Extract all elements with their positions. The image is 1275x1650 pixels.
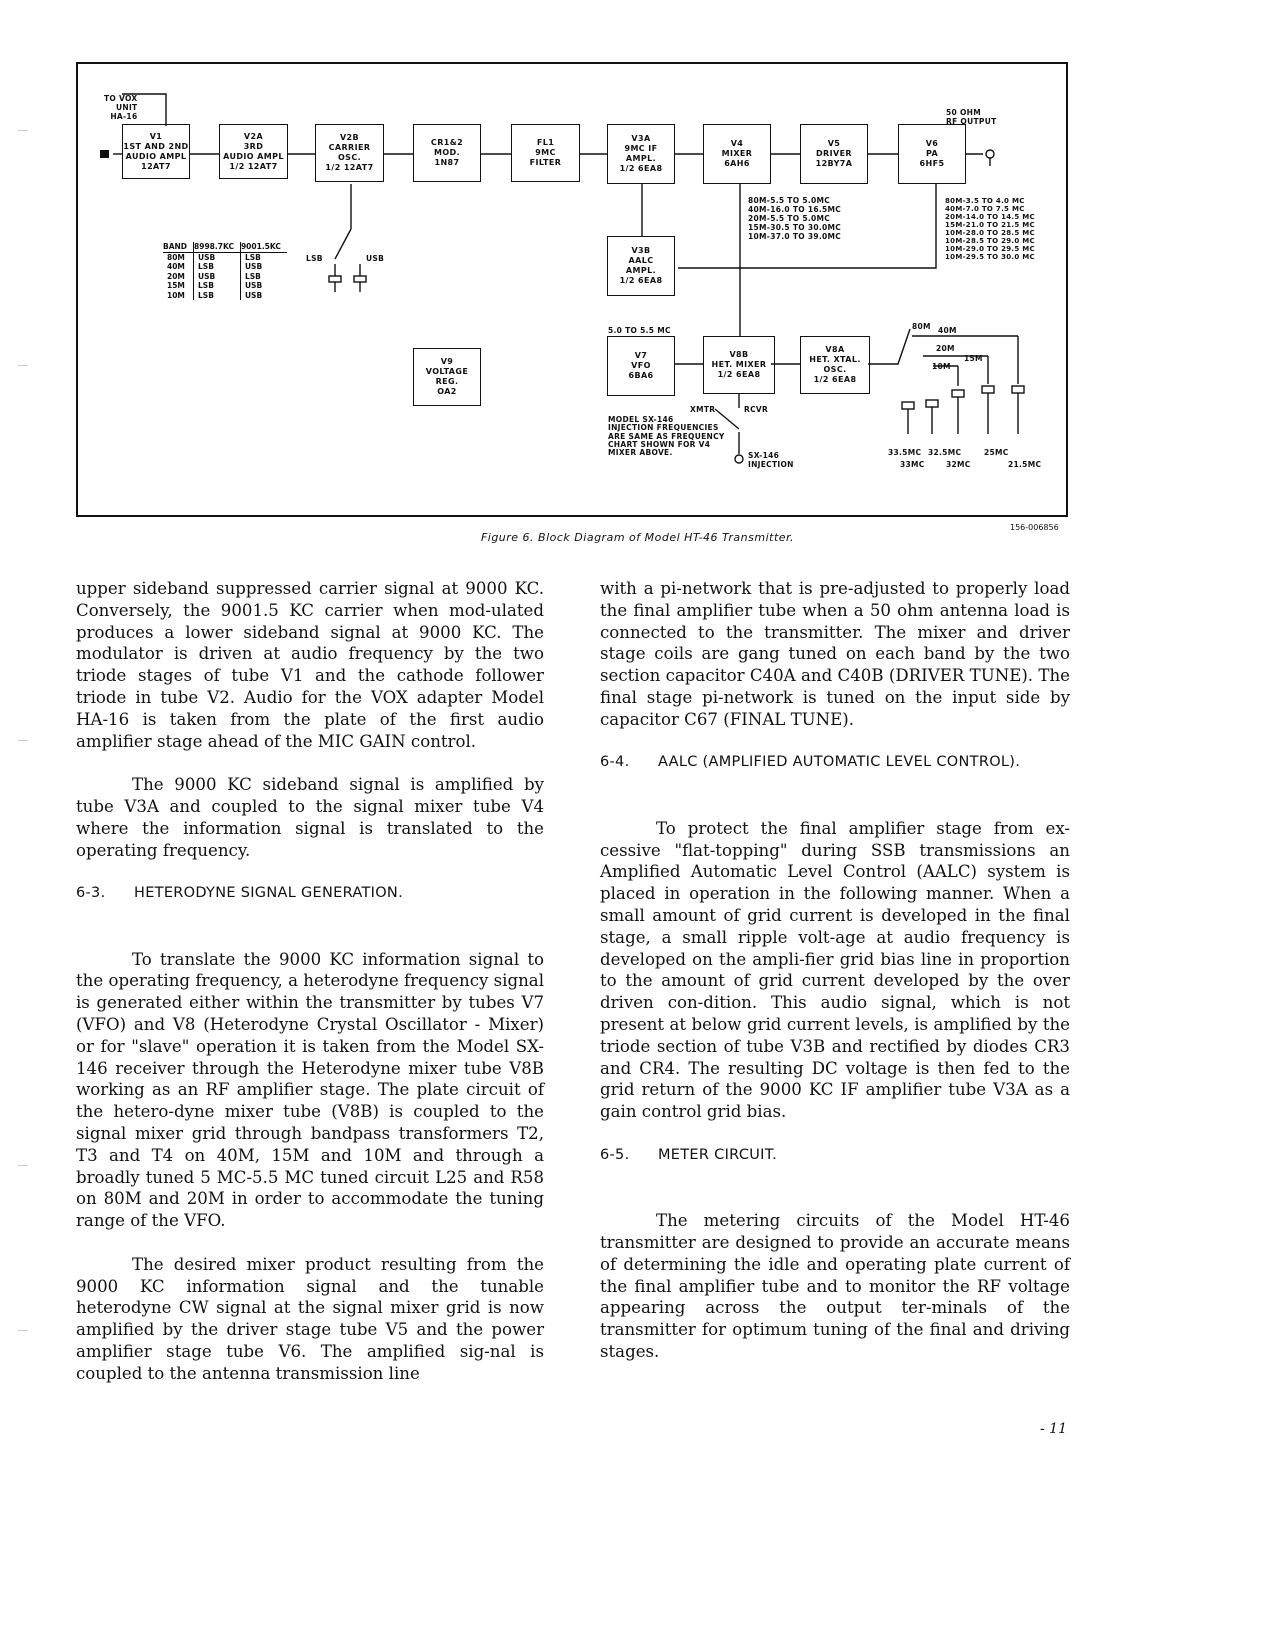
lsb-label: LSB <box>306 254 323 263</box>
section-title: METER CIRCUIT. <box>658 1146 778 1163</box>
block-line: AMPL. <box>625 266 657 275</box>
rf-output-line: RF OUTPUT <box>946 117 997 126</box>
table-cell: USB <box>240 291 286 300</box>
table-row <box>163 253 287 263</box>
section-title: AALC (AMPLIFIED AUTOMATIC LEVEL CONTROL). <box>658 754 1021 771</box>
body-paragraph: To protect the final amplifier stage from ex-cessive "flat-topping" during SSB transmissions an Amplified Automatic Level Control (AALC) system is placed in operation in the following manner. When a small amount of grid current is developed in the final stage, a small ripple volt-age at audio frequency is developed on the ampli-fier grid bias line in proportion to the amount of grid current developed by the over driven con-dition. This audio signal, which is not present at below grid current levels, is amplified by the triode section of tube V3B and rectified by diodes CR3 and CR4. The resulting DC voltage is then fed to the grid return of the 9000 KC IF amplifier tube V3A as a gain control grid bias. <box>600 818 1070 1122</box>
scan-mark <box>18 1165 28 1166</box>
note-line: INJECTION FREQUENCIES <box>608 423 719 433</box>
block-line: V7 <box>634 351 648 360</box>
table-cell: 80M <box>167 253 185 262</box>
vox-label-line: TO VOX <box>104 94 138 103</box>
block-line: AALC <box>628 256 654 265</box>
note-line: MIXER ABOVE. <box>608 448 673 457</box>
output-freq: 10M-29.5 TO 30.0 MC <box>945 253 1035 262</box>
block-modulator <box>413 124 481 182</box>
crystal-freq: 33MC <box>900 460 925 469</box>
output-frequency-chart <box>945 197 1035 261</box>
block-line: FL1 <box>536 138 555 147</box>
sx146-injection-label <box>748 451 794 469</box>
block-line: V2B <box>339 133 360 142</box>
body-paragraph: The desired mixer product resulting from the 9000 KC information signal and the tunable heterodyne CW signal at the signal mixer grid is now amplified by the driver stage tube V5 and the power amplifier stage tube V6. The amplified sig-nal is coupled to the antenna transmission line <box>76 1254 544 1383</box>
table-cell: LSB <box>194 281 241 290</box>
band-switch-80m: 80M <box>912 322 931 331</box>
table-cell: USB <box>194 253 241 263</box>
block-line: V5 <box>827 139 841 148</box>
injection-line: SX-146 <box>748 451 780 460</box>
crystal-freq: 33.5MC <box>888 448 922 457</box>
block-line: AUDIO AMPL <box>125 151 187 161</box>
table-cell: 40M <box>167 262 185 272</box>
part-number: 156-006856 <box>1010 523 1059 532</box>
block-line: 1/2 6EA8 <box>717 370 761 379</box>
output-freq: 20M-14.0 TO 14.5 MC <box>945 213 1035 222</box>
vox-label-line: UNIT <box>115 103 138 112</box>
output-freq: 10M-28.0 TO 28.5 MC <box>945 229 1035 238</box>
section-title: HETERODYNE SIGNAL GENERATION. <box>134 885 403 902</box>
block-line: 1/2 12AT7 <box>325 163 374 172</box>
table-header: BAND <box>163 242 194 253</box>
block-line: V4 <box>730 139 744 148</box>
band-switch-15m: 15M <box>964 354 983 363</box>
table-cell: 15M <box>167 281 185 291</box>
output-freq: 10M-29.0 TO 29.5 MC <box>945 245 1035 254</box>
injection-line: INJECTION <box>748 460 794 469</box>
table-cell: 10M <box>167 290 185 300</box>
paragraph-gap <box>600 796 1070 818</box>
table-cell: USB <box>240 281 286 290</box>
crystal-freq: 25MC <box>984 448 1009 457</box>
scan-mark <box>18 740 28 741</box>
paragraph-gap <box>76 905 544 927</box>
block-line: 12AT7 <box>141 161 171 171</box>
block-line: 6BA6 <box>628 371 654 380</box>
block-v5 <box>800 124 868 184</box>
block-v3a <box>607 124 675 184</box>
block-v8a <box>800 336 870 394</box>
block-line: 1/2 6EA8 <box>619 276 663 285</box>
scan-mark <box>18 130 28 131</box>
block-line: 1N87 <box>434 158 460 167</box>
output-freq: 80M-3.5 TO 4.0 MC <box>945 197 1025 205</box>
block-line: 6AH6 <box>724 159 750 168</box>
block-line: VOLTAGE <box>425 367 469 376</box>
block-line: OSC. <box>823 365 847 374</box>
xmtr-label: XMTR <box>690 405 716 414</box>
block-line: REG. <box>435 377 459 386</box>
block-line: CR1&2 <box>430 138 464 147</box>
block-line: 3RD <box>243 141 264 151</box>
table-row <box>163 272 287 281</box>
paragraph-gap <box>76 927 544 949</box>
block-line: PA <box>925 149 939 158</box>
body-paragraph: upper sideband suppressed carrier signal at 9000 KC. Conversely, the 9001.5 KC carrier when mod-ulated produces a lower sideband signal at 9000 KC. The modulator is driven at audio frequency by the two triode stages of tube V1 and the cathode follower triode in tube V2. Audio for the VOX adapter Model HA-16 is taken from the plate of the first audio amplifier stage ahead of the MIC GAIN control. <box>76 579 544 751</box>
block-line: OSC. <box>337 153 362 162</box>
block-line: V6 <box>925 139 939 148</box>
block-line: V1 <box>149 131 163 141</box>
scan-mark <box>18 365 28 366</box>
mixer-freq: 10M-37.0 TO 39.0MC <box>748 232 842 241</box>
block-line: MIXER <box>721 149 753 158</box>
block-v2a <box>219 124 288 179</box>
block-line: FILTER <box>529 158 562 167</box>
block-line: 6HF5 <box>919 159 945 168</box>
output-freq: 15M-21.0 TO 21.5 MC <box>945 221 1035 230</box>
table-cell: LSB <box>240 253 286 263</box>
body-paragraph: To translate the 9000 KC information signal to the operating frequency, a heterodyne frequency signal is generated either within the transmitter by tubes V7 (VFO) and V8 (Heterodyne Crystal Oscillator - Mixer) or for "slave" operation it is taken from the Model SX-146 receiver through the Heterodyne mixer tube V8B working as an RF amplifier stage. The plate circuit of the hetero-dyne mixer tube (V8B) is coupled to the signal mixer grid through bandpass transformers T2, T3 and T4 on 40M, 15M and 10M and through a broadly tuned 5 MC-5.5 MC tuned circuit L25 and R58 on 80M and 20M in order to accommodate the tuning range of the VFO. <box>76 949 544 1231</box>
block-line: OA2 <box>437 387 457 396</box>
block-line: 9MC IF <box>624 144 658 153</box>
block-line: CARRIER <box>328 143 371 152</box>
table-cell: LSB <box>240 272 286 281</box>
section-number: 6-5. <box>600 1146 630 1163</box>
block-line: MOD. <box>433 148 461 157</box>
table-row <box>163 291 287 300</box>
mixer-freq: 80M-5.5 TO 5.0MC <box>748 196 831 205</box>
block-diagram <box>76 62 1068 517</box>
paragraph-gap <box>76 1232 544 1254</box>
table-cell: 20M <box>167 271 185 281</box>
vox-label <box>104 94 137 121</box>
sx146-note <box>608 416 725 457</box>
section-heading <box>76 883 544 905</box>
note-line: MODEL SX-146 <box>608 415 674 424</box>
scan-mark <box>18 1330 28 1331</box>
output-freq: 40M-7.0 TO 7.5 MC <box>945 205 1025 214</box>
block-v8b <box>703 336 775 394</box>
block-line: 1/2 12AT7 <box>229 161 278 171</box>
block-line: 1/2 6EA8 <box>619 164 663 173</box>
block-line: V8A <box>825 345 845 354</box>
rf-output-line: 50 OHM <box>946 108 981 117</box>
figure-caption: Figure 6. Block Diagram of Model HT-46 Transmitter. <box>480 531 795 544</box>
table-cell: USB <box>240 262 286 271</box>
section-number: 6-4. <box>600 754 630 771</box>
crystal-freq: 32MC <box>946 460 971 469</box>
block-v6 <box>898 124 966 184</box>
paragraph-gap <box>600 1167 1070 1189</box>
body-paragraph: with a pi-network that is pre-adjusted to properly load the final amplifier tube when a 50 ohm antenna load is connected to the transmitter. The mixer and driver stage coils are gang tuned on each band by the two section capacitor C40A and C40B (DRIVER TUNE). The final stage pi-network is tuned on the input side by capacitor C67 (FINAL TUNE). <box>600 579 1070 729</box>
block-v3b <box>607 236 675 296</box>
output-freq: 10M-28.5 TO 29.0 MC <box>945 237 1035 246</box>
vfo-range-label: 5.0 TO 5.5 MC <box>608 326 671 335</box>
block-filter <box>511 124 580 182</box>
block-line: HET. XTAL. <box>809 355 861 364</box>
body-paragraph: The 9000 KC sideband signal is amplified by tube V3A and coupled to the signal mixer tube V4 where the information signal is translated to the operating frequency. <box>76 775 544 860</box>
block-v1 <box>122 124 190 179</box>
table-row <box>163 262 287 271</box>
note-line: ARE SAME AS FREQUENCY <box>608 431 725 441</box>
block-line: HET. MIXER <box>711 360 767 369</box>
vox-label-line: HA-16 <box>110 112 138 121</box>
block-v9 <box>413 348 481 406</box>
block-line: V9 <box>440 357 454 366</box>
mixer-freq: 40M-16.0 TO 16.5MC <box>748 205 842 214</box>
rcvr-label: RCVR <box>744 405 769 414</box>
paragraph-gap <box>76 752 544 774</box>
block-line: DRIVER <box>816 149 852 158</box>
table-header-row <box>163 242 287 253</box>
table-header: 9001.5KC <box>240 242 286 253</box>
paragraph-gap <box>600 1123 1070 1145</box>
block-line: V3A <box>631 134 651 143</box>
band-switch-10m: 10M <box>932 362 951 371</box>
section-number: 6-3. <box>76 885 106 902</box>
page-number: - 11 <box>1040 1421 1067 1437</box>
table-header: 8998.7KC <box>194 242 241 253</box>
block-line: V3B <box>631 246 651 255</box>
paragraph-gap <box>600 731 1070 753</box>
section-heading <box>600 752 1070 774</box>
paragraph-gap <box>600 1188 1070 1210</box>
left-text-column <box>76 578 544 1384</box>
usb-label: USB <box>366 254 385 263</box>
paragraph-gap <box>600 774 1070 796</box>
mixer-frequency-chart <box>748 196 841 241</box>
table-cell: USB <box>194 272 241 281</box>
block-line: V8B <box>729 350 749 359</box>
block-line: 9MC <box>535 148 556 157</box>
block-v2b <box>315 124 384 182</box>
mixer-freq: 15M-30.5 TO 30.0MC <box>748 223 842 232</box>
block-v7 <box>607 336 675 396</box>
block-line: AUDIO AMPL <box>223 151 284 161</box>
block-line: 1/2 6EA8 <box>813 375 857 384</box>
table-cell: LSB <box>194 262 241 271</box>
band-switch-40m: 40M <box>938 326 957 335</box>
note-line: CHART SHOWN FOR V4 <box>608 439 711 449</box>
crystal-freq: 32.5MC <box>928 448 962 457</box>
crystal-freq: 21.5MC <box>1008 460 1042 469</box>
body-paragraph: The metering circuits of the Model HT-46 transmitter are designed to provide an accurate means of determining the idle and operating plate current of the final amplifier tube and to monitor the RF voltage appearing across the output ter-minals of the transmitter for optimum tuning of the final and driving stages. <box>600 1211 1070 1361</box>
paragraph-gap <box>76 861 544 883</box>
band-switch-20m: 20M <box>936 344 955 353</box>
block-line: VFO <box>631 361 651 370</box>
block-v4 <box>703 124 771 184</box>
block-line: 1ST AND 2ND <box>123 141 189 151</box>
mixer-freq: 20M-5.5 TO 5.0MC <box>748 214 831 223</box>
sideband-table <box>163 242 287 300</box>
block-line: 12BY7A <box>815 159 853 168</box>
block-line: V2A <box>243 131 264 141</box>
section-heading <box>600 1145 1070 1167</box>
right-text-column <box>600 578 1070 1363</box>
table-cell: LSB <box>194 291 241 300</box>
block-line: AMPL. <box>625 154 657 163</box>
table-row <box>163 281 287 290</box>
